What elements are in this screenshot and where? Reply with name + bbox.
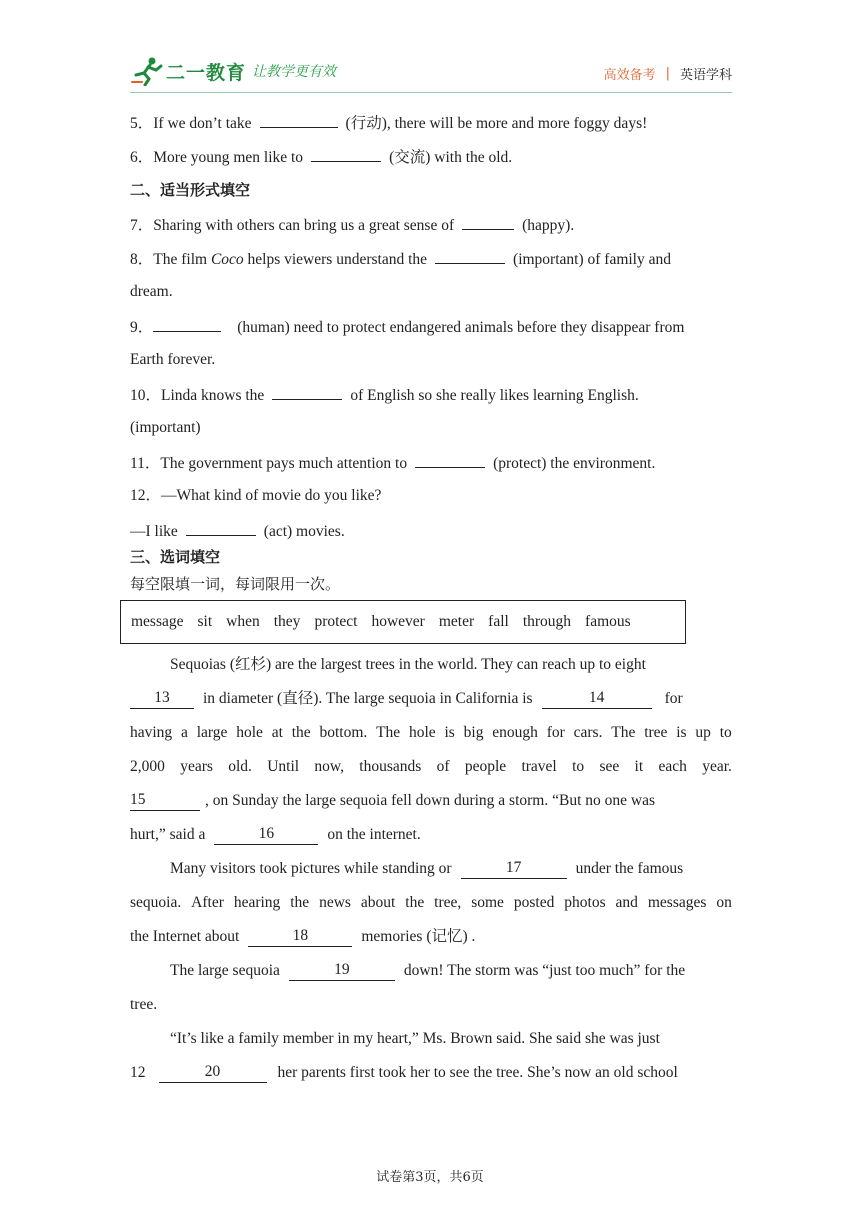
passage-line (130, 825, 732, 845)
passage-word: it (634, 758, 644, 775)
passage-word: the (291, 724, 311, 741)
passage-word: and (615, 894, 638, 911)
blank-19[interactable]: 19 (289, 961, 395, 981)
passage-line (130, 893, 732, 913)
passage-word: at (271, 724, 283, 741)
q9-text-a: 9． (130, 319, 154, 336)
passage-text: The large sequoia (170, 962, 280, 979)
passage-word: big (463, 724, 484, 741)
passage-line (130, 723, 732, 743)
q8-text-c: (important) of family and (513, 251, 671, 268)
passage-text: on the internet. (327, 826, 421, 843)
q5-text-a: 5．If we don’t take (130, 115, 252, 132)
passage-word: hole (409, 724, 436, 741)
word-bank-item: when (226, 613, 260, 630)
question-9-cont: Earth forever. (130, 351, 216, 368)
passage-line (130, 927, 732, 947)
passage-line (170, 859, 732, 879)
blank-14[interactable]: 14 (542, 689, 652, 709)
passage-word: 2,000 (130, 758, 165, 775)
passage-text: tree. (130, 996, 158, 1013)
q10-text-a: 10．Linda knows the (130, 387, 265, 404)
passage-word: hole (236, 724, 263, 741)
passage-word: some (471, 894, 504, 911)
blank-17[interactable]: 17 (461, 859, 567, 879)
passage-text: “It’s like a family member in my heart,” Ms. Brown said. She said she was just (170, 1030, 660, 1047)
passage-line (170, 961, 732, 981)
blank-15[interactable]: 15 (130, 791, 200, 811)
passage-word: The (376, 724, 401, 741)
passage-word: years (180, 758, 213, 775)
passage-word: After (191, 894, 224, 911)
blank-20[interactable]: 20 (159, 1063, 267, 1083)
q11-text-a: 11．The government pays much attention to (130, 455, 408, 472)
passage-word: enough (492, 724, 538, 741)
q6-text-a: 6．More young men like to (130, 149, 304, 166)
passage-word: hearing (233, 894, 281, 911)
passage-text: memories (记忆) . (361, 928, 476, 945)
passage-text: down! The storm was “just too much” for the (403, 962, 686, 979)
word-bank-item: however (371, 613, 425, 630)
passage-text: Sequoias (红杉) are the largest trees in the world. They can reach up to eight (170, 656, 646, 673)
passage-text: under the famous (575, 860, 684, 877)
passage-text: , on Sunday the large sequoia fell down during a storm. “But no one was (205, 792, 655, 809)
word-bank-item: fall (488, 613, 509, 630)
passage-word: people (464, 758, 507, 775)
passage-line (130, 689, 732, 709)
logo-brand: 二一教育 (166, 61, 247, 84)
passage-word: is (444, 724, 455, 741)
passage-text: in diameter (直径). The large sequoia in California is (203, 690, 533, 707)
word-bank-item: famous (585, 613, 631, 630)
passage-word: tree, (434, 894, 462, 911)
section-3-title: 三、选词填空 (130, 548, 221, 566)
passage-word: photos (564, 894, 606, 911)
blank-13[interactable]: 13 (130, 689, 194, 709)
q11-text-b: (protect) the environment. (493, 455, 656, 472)
header-tag-subject: 英语学科 (679, 68, 732, 83)
word-bank-item: they (273, 613, 301, 630)
passage-word: now, (314, 758, 344, 775)
passage-text: the Internet about (130, 928, 240, 945)
section-3-instruction: 每空限填一词，每词限用一次。 (130, 575, 341, 593)
passage-word: messages (647, 894, 707, 911)
passage-word: travel (521, 758, 557, 775)
q8-text-b: helps viewers understand the (243, 251, 428, 268)
passage-word: news (319, 894, 351, 911)
passage-word: see (599, 758, 620, 775)
passage-word: sequoia. (130, 894, 182, 911)
passage-word: posted (513, 894, 555, 911)
blank-18[interactable]: 18 (248, 927, 352, 947)
passage-line (170, 1029, 732, 1049)
question-12: 12．—What kind of movie do you like? (130, 487, 382, 504)
q6-text-b: (交流) with the old. (389, 149, 513, 166)
word-bank-item: message (131, 613, 184, 630)
word-bank-item: protect (314, 613, 358, 630)
passage-line (130, 1063, 732, 1083)
passage-text: Many visitors took pictures while standing or (170, 860, 452, 877)
passage-word: to (572, 758, 585, 775)
passage-word: Until (267, 758, 300, 775)
passage-word: to (719, 724, 732, 741)
q7-text-b: (happy). (522, 217, 575, 234)
passage-word: old. (228, 758, 252, 775)
passage-word: up (695, 724, 711, 741)
question-10-cont: (important) (130, 419, 201, 436)
question-8-cont: dream. (130, 283, 173, 300)
passage-word: of (436, 758, 450, 775)
header-separator: | (665, 66, 670, 81)
passage-word: tree (644, 724, 668, 741)
q10-text-b: of English so she really likes learning English. (350, 387, 639, 404)
passage-word: large (196, 724, 228, 741)
q8-film-title: Coco (210, 251, 244, 268)
passage-word: having (130, 724, 173, 741)
passage-word: the (405, 894, 425, 911)
q8-text-a: 8．The film (130, 251, 211, 268)
q12-text-c: (act) movies. (263, 523, 345, 540)
passage-line (130, 791, 732, 811)
passage-line (130, 995, 732, 1015)
section-2-title: 二、适当形式填空 (130, 181, 251, 199)
passage-word: the (290, 894, 310, 911)
passage (130, 0, 732, 1100)
passage-word: about (360, 894, 396, 911)
page-footer: 试卷第3页，共6页 (376, 1170, 484, 1185)
passage-line (130, 757, 732, 777)
passage-word: thousands (359, 758, 422, 775)
passage-word: year. (702, 758, 732, 775)
logo-slogan: 让教学更有效 (252, 64, 337, 80)
word-bank-item: sit (197, 613, 213, 630)
word-bank-item: meter (438, 613, 475, 630)
header-tag-prep: 高效备考 (603, 68, 656, 83)
q5-text-b: (行动), there will be more and more foggy days! (345, 115, 648, 132)
passage-word: cars. (573, 724, 603, 741)
q9-text-b: (human) need to protect endangered animals before they disappear from (237, 319, 685, 336)
passage-text: hurt,” said a (130, 826, 206, 843)
passage-text: 12 (130, 1064, 146, 1081)
passage-word: bottom. (319, 724, 368, 741)
passage-text: her parents first took her to see the tree. She’s now an old school (277, 1064, 678, 1081)
passage-word: on (716, 894, 732, 911)
passage-word: for (546, 724, 565, 741)
passage-word: a (181, 724, 188, 741)
passage-word: is (676, 724, 687, 741)
passage-word: The (611, 724, 636, 741)
passage-text: for (664, 690, 683, 707)
passage-line (170, 655, 732, 675)
word-bank-item: through (522, 613, 572, 630)
blank-16[interactable]: 16 (214, 825, 318, 845)
q12-text-b: —I like (130, 523, 178, 540)
passage-word: each (658, 758, 687, 775)
q7-text-a: 7．Sharing with others can bring us a great sense of (130, 217, 455, 234)
